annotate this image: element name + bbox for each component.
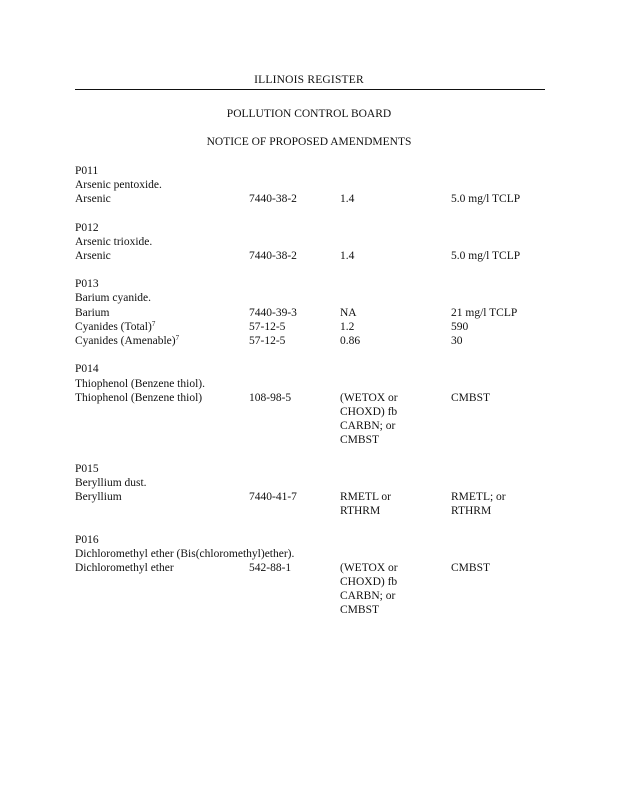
nonwastewater-standard: 5.0 mg/l TCLP xyxy=(451,250,521,262)
cas-number: 542-88-1 xyxy=(249,562,292,574)
register-title: ILLINOIS REGISTER xyxy=(254,74,364,86)
cas-number: 7440-38-2 xyxy=(249,193,297,205)
nonwastewater-standard: 590 xyxy=(451,321,469,333)
wastewater-standard-line: CARBN; or xyxy=(340,420,396,432)
constituent: Dichloromethyl ether xyxy=(75,562,174,574)
constituent: Barium xyxy=(75,307,110,319)
waste-name: Arsenic pentoxide. xyxy=(75,179,162,191)
constituent xyxy=(75,320,155,334)
wastewater-standard: 1.2 xyxy=(340,321,355,333)
footnote-ref: 7 xyxy=(175,334,180,342)
cas-number: 57-12-5 xyxy=(249,335,286,347)
notice-title: NOTICE OF PROPOSED AMENDMENTS xyxy=(206,136,412,148)
wastewater-standard: 1.4 xyxy=(340,193,355,205)
nonwastewater-standard: 30 xyxy=(451,335,463,347)
nonwastewater-standard-line: RMETL; or xyxy=(451,491,506,503)
wastewater-standard-line: CHOXD) fb xyxy=(340,406,398,418)
nonwastewater-standard: 21 mg/l TCLP xyxy=(451,307,518,319)
constituent-text: Cyanides (Total) xyxy=(75,321,152,333)
waste-name: Beryllium dust. xyxy=(75,477,147,489)
nonwastewater-standard: CMBST xyxy=(451,392,490,404)
waste-code: P011 xyxy=(75,165,99,177)
constituent-text: Cyanides (Amenable) xyxy=(75,335,176,347)
nonwastewater-standard: 5.0 mg/l TCLP xyxy=(451,193,521,205)
cas-number: 108-98-5 xyxy=(249,392,292,404)
footnote-ref: 7 xyxy=(151,320,156,328)
waste-code: P016 xyxy=(75,534,99,546)
wastewater-standard: 0.86 xyxy=(340,335,361,347)
waste-name: Dichloromethyl ether (Bis(chloromethyl)ether). xyxy=(75,548,295,560)
wastewater-standard-line: (WETOX or xyxy=(340,392,398,404)
wastewater-standard: NA xyxy=(340,307,357,319)
cas-number: 7440-38-2 xyxy=(249,250,297,262)
waste-code: P013 xyxy=(75,278,99,290)
wastewater-standard-line: CMBST xyxy=(340,434,379,446)
cas-number: 7440-39-3 xyxy=(249,307,297,319)
wastewater-standard-line: CARBN; or xyxy=(340,590,396,602)
wastewater-standard-line: CHOXD) fb xyxy=(340,576,398,588)
constituent xyxy=(75,334,179,348)
nonwastewater-standard: CMBST xyxy=(451,562,490,574)
waste-name: Thiophenol (Benzene thiol). xyxy=(75,378,205,390)
waste-name: Arsenic trioxide. xyxy=(75,236,153,248)
wastewater-standard: 1.4 xyxy=(340,250,355,262)
waste-name: Barium cyanide. xyxy=(75,292,152,304)
waste-code: P012 xyxy=(75,222,99,234)
wastewater-standard-line: CMBST xyxy=(340,604,379,616)
cas-number: 57-12-5 xyxy=(249,321,286,333)
cas-number: 7440-41-7 xyxy=(249,491,297,503)
header-rule xyxy=(75,89,545,90)
nonwastewater-standard-line: RTHRM xyxy=(451,505,492,517)
wastewater-standard-line: RTHRM xyxy=(340,505,381,517)
board-name: POLLUTION CONTROL BOARD xyxy=(226,108,392,120)
waste-code: P014 xyxy=(75,363,99,375)
waste-code: P015 xyxy=(75,463,99,475)
wastewater-standard-line: RMETL or xyxy=(340,491,391,503)
wastewater-standard-line: (WETOX or xyxy=(340,562,398,574)
constituent: Arsenic xyxy=(75,250,111,262)
constituent: Thiophenol (Benzene thiol) xyxy=(75,392,203,404)
constituent: Arsenic xyxy=(75,193,111,205)
constituent: Beryllium xyxy=(75,491,122,503)
